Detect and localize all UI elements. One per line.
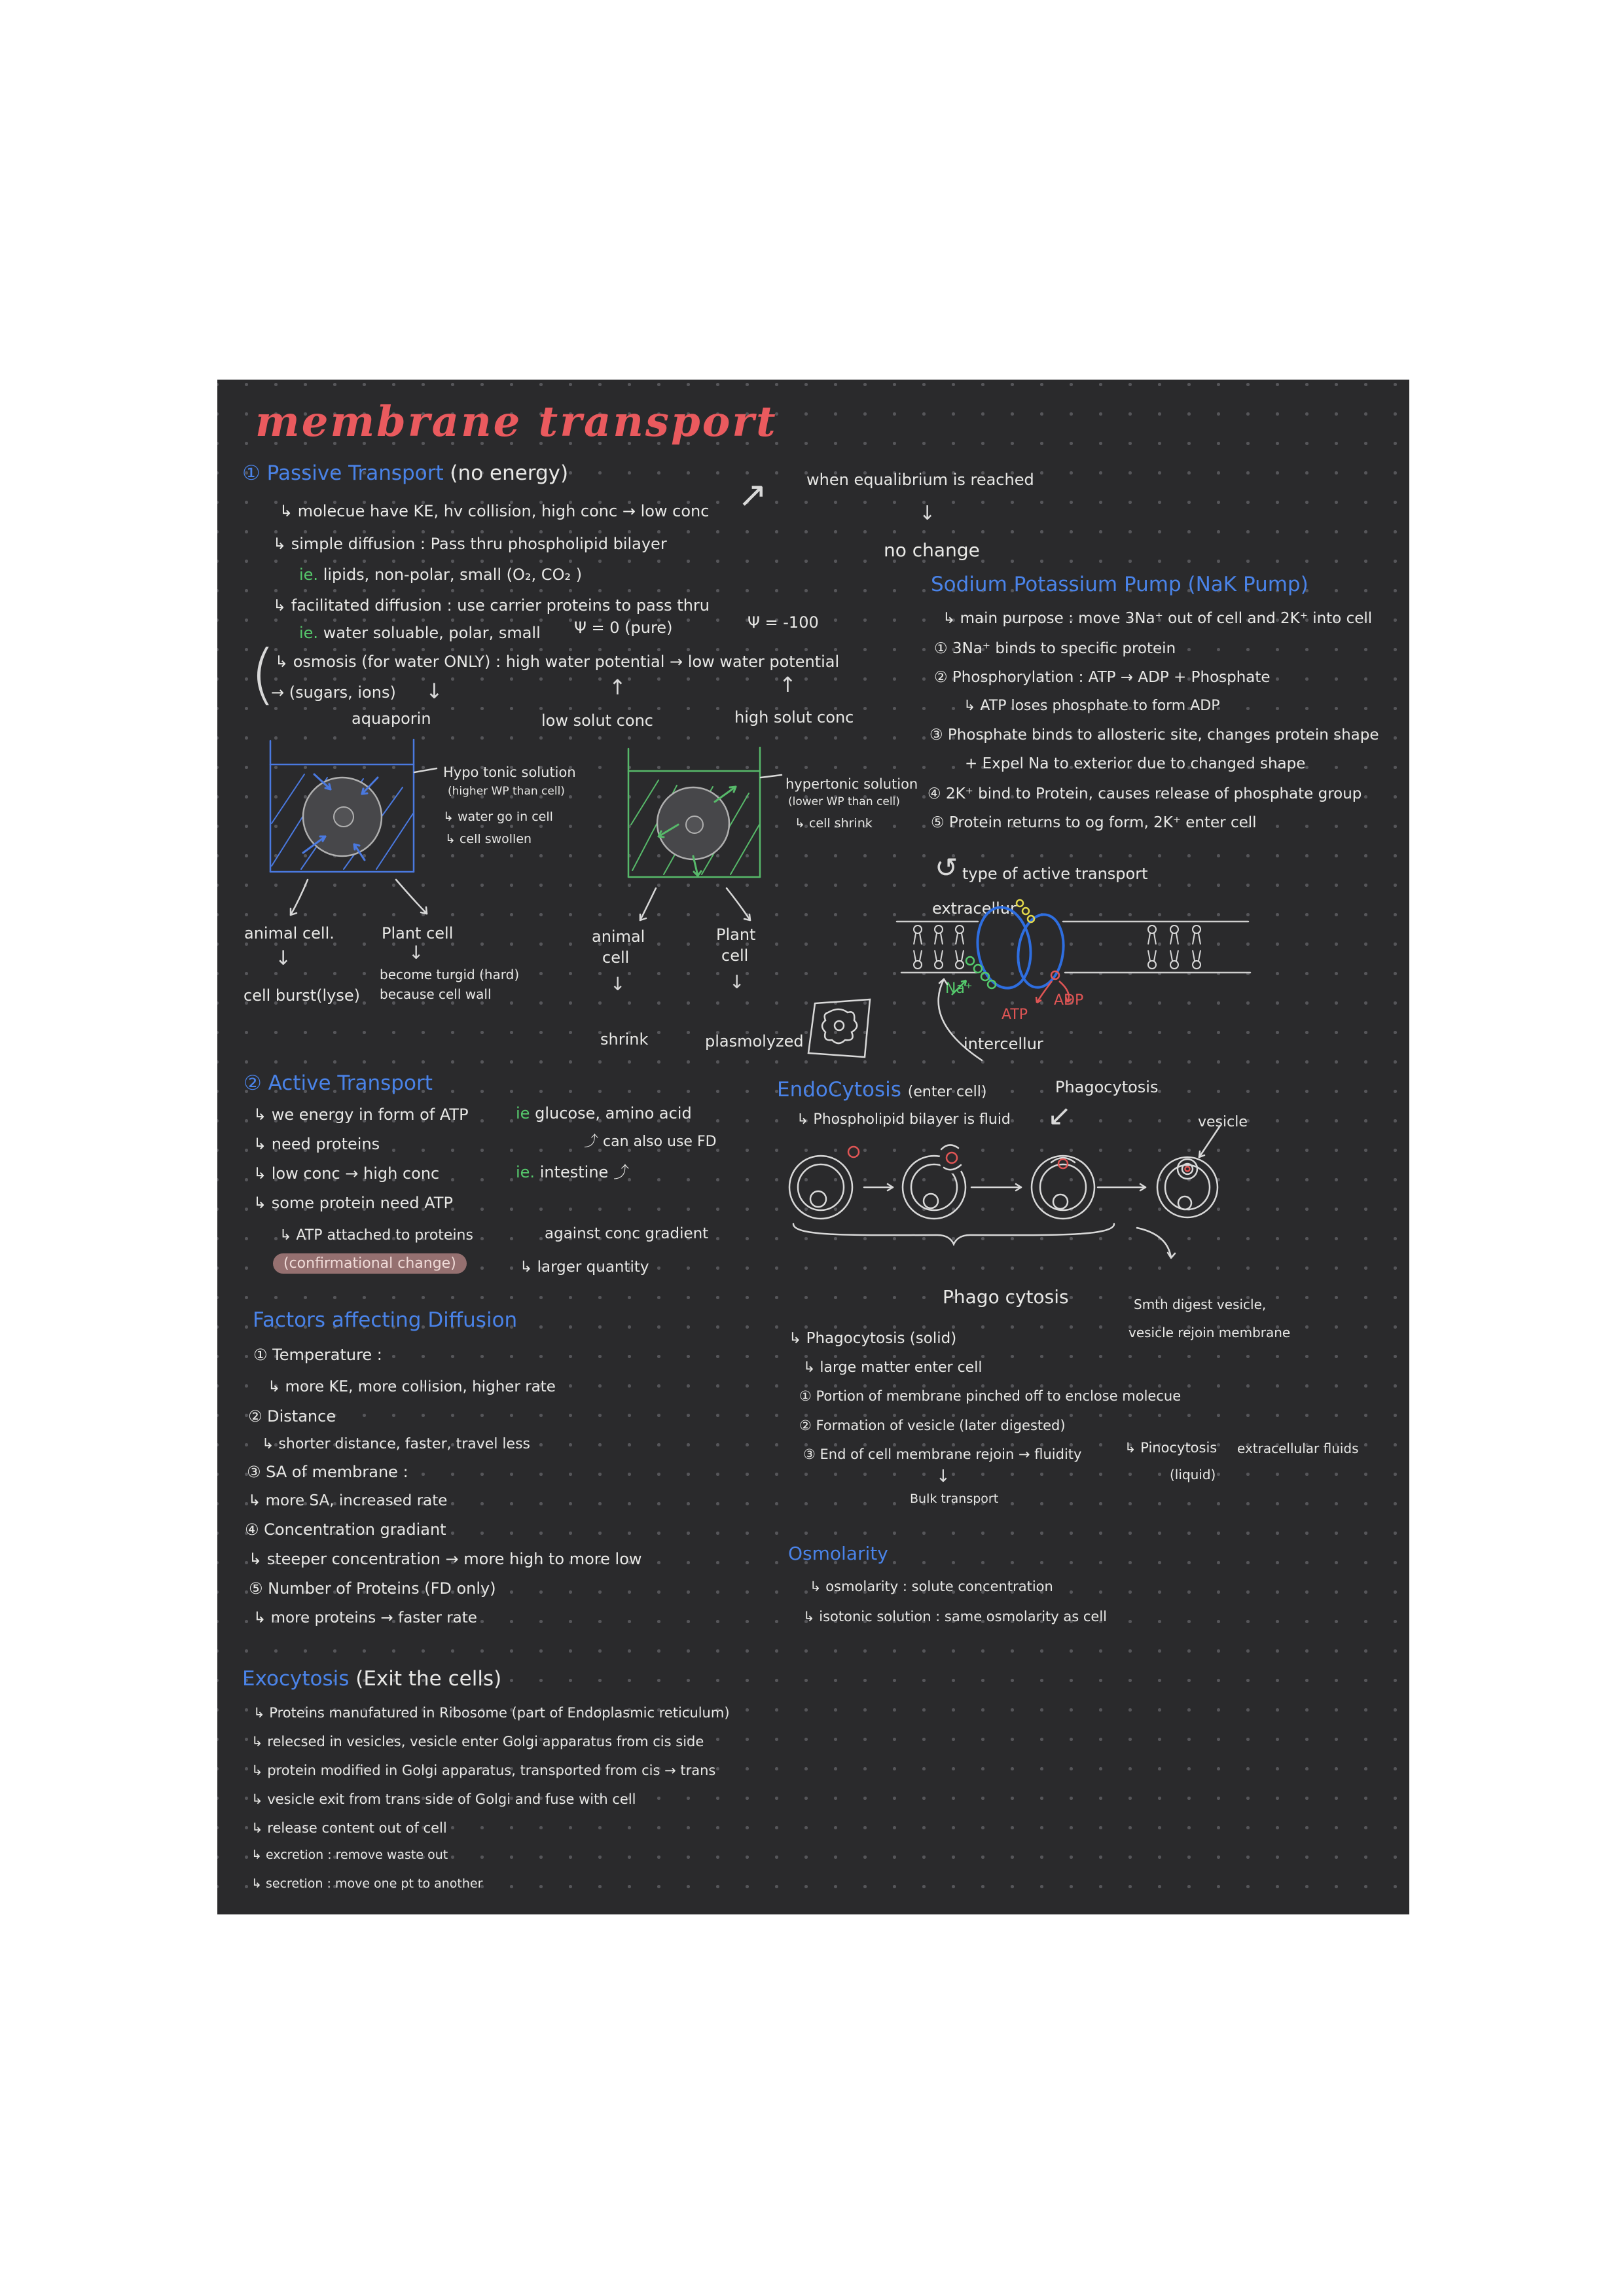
pinocytosis-liquid: (liquid) [1170, 1467, 1216, 1482]
equilibrium-arrow-icon: ↗ [738, 474, 768, 515]
page-title: membrane transport [255, 397, 778, 446]
high-solute-label: high solut conc [734, 708, 854, 726]
ie-marker: ie [516, 1104, 530, 1122]
curl-arrow-icon: ↺ [935, 852, 958, 884]
digest-note-2: vesicle rejoin membrane [1128, 1325, 1291, 1340]
factor-2-detail: ↳ shorter distance, faster, travel less [262, 1436, 531, 1452]
phagocytosis-title: Phagocytosis [1055, 1078, 1159, 1096]
check-arrow-icon: ↙ [1047, 1099, 1072, 1132]
phago-brace-label: Phago cytosis [943, 1286, 1069, 1308]
pump-step-5: ⑤ Protein returns to og form, 2K⁺ enter cell [931, 814, 1257, 831]
pinocytosis-label: ↳ Pinocytosis [1125, 1440, 1218, 1456]
digest-note-1: Smth digest vesicle, [1134, 1297, 1267, 1312]
factor-3-detail: ↳ more SA, increased rate [248, 1492, 448, 1509]
bulk-transport-label: Bulk transport [910, 1492, 999, 1506]
passive-line-3-text: lipids, non-polar, small (O₂, CO₂ ) [323, 565, 583, 584]
active-ie-1-text: glucose, amino acid [535, 1104, 692, 1122]
active-line-2: ↳ need proteins [253, 1135, 380, 1153]
active-heading: ② Active Transport [244, 1071, 433, 1095]
phago-line-3: ① Portion of membrane pinched off to enclose molecue [799, 1388, 1182, 1404]
factors-heading: Factors affecting Diffusion [253, 1308, 518, 1332]
phago-line-4: ② Formation of vesicle (later digested) [799, 1418, 1066, 1433]
pump-step-3b: + Expel Na to exterior due to changed shape [965, 755, 1306, 772]
pump-heading: Sodium Potassium Pump (NaK Pump) [931, 573, 1308, 596]
exo-line-5: ↳ release content out of cell [251, 1820, 447, 1836]
active-fd-note: ⤴ can also use FD [584, 1134, 717, 1150]
sugars-down-arrow-icon: ↓ [425, 679, 443, 704]
hyper-animal-result: shrink [600, 1030, 649, 1049]
osmolarity-line-1: ↳ osmolarity : solute concentration [810, 1579, 1053, 1594]
passive-line-3 [299, 566, 582, 584]
phospholipid-icons [914, 925, 1200, 969]
hypertonic-beaker-diagram [624, 746, 808, 884]
pump-step-3: ③ Phosphate binds to allosteric site, changes protein shape [929, 726, 1379, 744]
phagocytosis-sequence-diagram [780, 1100, 1238, 1293]
osmosis-brace: ( [250, 636, 276, 712]
hypotonic-label-4: ↳ cell swollen [445, 832, 532, 846]
sodium-potassium-pump-diagram [892, 895, 1271, 1072]
factor-1-detail: ↳ more KE, more collision, higher rate [268, 1378, 556, 1395]
hypotonic-label-1: Hypo tonic solution [443, 764, 576, 780]
ie-marker: ie. [516, 1163, 535, 1181]
hypo-plant-cell-label: Plant cell [382, 924, 454, 942]
type-of-active-transport: type of active transport [962, 865, 1148, 883]
exo-line-3: ↳ protein modified in Golgi apparatus, transported from cis → trans [251, 1763, 716, 1778]
ie-marker-2: ie. [299, 624, 319, 642]
hypertonic-label-2: (lower WP than cell) [788, 795, 900, 808]
nucleus-icon [334, 807, 353, 827]
hypotonic-label-3: ↳ water go in cell [443, 810, 553, 824]
adp-label: ADP [1054, 992, 1084, 1009]
sugars-line: → (sugars, ions) [271, 683, 396, 702]
hyper-plant-result: plasmolyzed [705, 1032, 804, 1050]
pump-purpose: ↳ main purpose : move 3Na⁺ out of cell and 2K⁺ into cell [943, 610, 1373, 627]
passive-heading-note: (no energy) [450, 461, 569, 485]
active-ie-2-text: intestine ⤴ [539, 1163, 629, 1181]
vesicle-label: vesicle [1198, 1114, 1248, 1130]
down-arrow-icon: ↓ [408, 942, 424, 963]
endocytosis-heading-note: (enter cell) [907, 1084, 987, 1100]
larger-quantity-note: ↳ larger quantity [520, 1259, 649, 1276]
factor-3: ③ SA of membrane : [247, 1463, 408, 1481]
nucleus-icon [686, 816, 703, 833]
exo-line-7: ↳ secretion : move one pt to another [251, 1876, 483, 1891]
factor-5: ⑤ Number of Proteins (FD only) [249, 1579, 496, 1598]
against-gradient-note: against conc gradient [545, 1225, 709, 1242]
passive-line-2: ↳ simple diffusion : Pass thru phospholipid bilayer [273, 535, 667, 553]
active-ie-2 [516, 1164, 629, 1182]
hypertonic-label-1: hypertonic solution [785, 776, 918, 792]
hyper-plant-cell-label: Plant [716, 925, 756, 944]
down-arrow-icon: ↓ [936, 1467, 950, 1486]
no-change-label: no change [884, 539, 980, 561]
hyper-plant-cell-label-2: cell [721, 946, 749, 965]
hyper-animal-cell-label-2: cell [602, 948, 630, 967]
factor-4-detail: ↳ steeper concentration → more high to more low [249, 1550, 642, 1568]
aquaporin-label: aquaporin [352, 709, 431, 728]
hypo-plant-result-1: become turgid (hard) [380, 967, 520, 982]
exocytosis-heading-label: Exocytosis [242, 1667, 350, 1691]
exo-line-6: ↳ excretion : remove waste out [251, 1848, 448, 1862]
factor-4: ④ Concentration gradiant [245, 1520, 446, 1539]
intracellular-label: intercellur [964, 1035, 1043, 1053]
active-line-1: ↳ we energy in form of ATP [253, 1105, 469, 1124]
sodium-ions-icon [952, 957, 996, 995]
osmosis-line: ↳ osmosis (for water ONLY) : high water potential → low water potential [275, 653, 840, 671]
note-page [217, 380, 1409, 1914]
factor-5-detail: ↳ more proteins → faster rate [253, 1609, 477, 1626]
pinocytosis-detail: extracellular fluids [1237, 1441, 1359, 1456]
active-line-4: ↳ some protein need ATP [253, 1194, 453, 1212]
label-leader-line [761, 775, 782, 778]
atp-label: ATP [1001, 1007, 1028, 1023]
plasmolyzed-cell-diagram [803, 998, 878, 1064]
endocytosis-heading [777, 1079, 986, 1102]
hypertonic-result-arrows [622, 885, 792, 928]
equilibrium-line: when equalibrium is reached [806, 471, 1034, 489]
down-arrow-icon: ↓ [729, 971, 745, 993]
passive-line-5 [299, 624, 541, 643]
active-ie-1 [516, 1105, 692, 1123]
sodium-label: Na⁺ [945, 980, 973, 997]
conformational-change-highlight [273, 1255, 467, 1272]
osmolarity-heading: Osmolarity [788, 1543, 888, 1564]
hypo-animal-result: cell burst(lyse) [244, 986, 361, 1005]
water-potential-negative: Ψ = -100 [748, 613, 819, 632]
hypotonic-label-2: (higher WP than cell) [448, 785, 565, 798]
passive-heading [242, 462, 568, 486]
factor-2: ② Distance [248, 1407, 336, 1426]
up-arrow-icon: ↑ [779, 672, 797, 697]
hyper-animal-cell-label: animal [592, 927, 645, 946]
extracellular-label: extracellur [932, 899, 1017, 918]
passive-line-1: ↳ molecue have KE, hv collision, high conc → low conc [280, 502, 710, 520]
passive-line-5-text: water soluable, polar, small [323, 624, 541, 642]
hypotonic-result-arrows [268, 876, 465, 923]
highlight-pill: (confirmational change) [273, 1253, 467, 1274]
exocytosis-heading-note: (Exit the cells) [355, 1667, 502, 1691]
down-arrow-icon: ↓ [919, 502, 936, 525]
passive-line-4: ↳ facilitated diffusion : use carrier proteins to pass thru [273, 596, 710, 615]
label-leader-line [414, 768, 437, 772]
pump-step-1: ① 3Na⁺ binds to specific protein [934, 640, 1176, 657]
passive-heading-label: ① Passive Transport [242, 461, 444, 485]
endo-line-1: ↳ Phospholipid bilayer is fluid [797, 1111, 1011, 1128]
low-solute-label: low solut conc [541, 711, 653, 730]
exo-line-1: ↳ Proteins manufatured in Ribosome (part of Endoplasmic reticulum) [253, 1705, 730, 1721]
pump-step-2: ② Phosphorylation : ATP → ADP + Phosphate [934, 669, 1271, 686]
hypo-animal-cell-label: animal cell. [244, 924, 334, 942]
down-arrow-icon: ↓ [275, 947, 292, 970]
exocytosis-heading [242, 1668, 501, 1691]
hypertonic-label-3: ↳ cell shrink [795, 816, 873, 831]
exo-line-4: ↳ vesicle exit from trans side of Golgi and fuse with cell [251, 1791, 636, 1807]
water-potential-pure: Ψ = 0 (pure) [574, 619, 673, 637]
osmolarity-line-2: ↳ isotonic solution : same osmolarity as cell [803, 1609, 1108, 1624]
hypo-plant-result-2: because cell wall [380, 986, 492, 1002]
ie-marker: ie. [299, 565, 319, 584]
pump-step-2b: ↳ ATP loses phosphate to form ADP [964, 698, 1220, 714]
down-arrow-icon: ↓ [610, 973, 626, 995]
exo-line-2: ↳ relecsed in vesicles, vesicle enter Golgi apparatus from cis side [251, 1734, 704, 1749]
phago-line-1: ↳ Phagocytosis (solid) [789, 1330, 957, 1347]
phago-line-2: ↳ large matter enter cell [803, 1359, 983, 1376]
factor-1: ① Temperature : [253, 1346, 382, 1364]
active-line-5: ↳ ATP attached to proteins [280, 1227, 473, 1244]
hypotonic-beaker-diagram [265, 738, 461, 879]
up-arrow-icon: ↑ [609, 675, 626, 700]
active-line-3: ↳ low conc → high conc [253, 1164, 440, 1183]
endocytosis-heading-label: EndoCytosis [777, 1078, 901, 1102]
pump-step-4: ④ 2K⁺ bind to Protein, causes release of phosphate group [928, 785, 1362, 802]
phago-line-5: ③ End of cell membrane rejoin → fluidity [803, 1446, 1082, 1462]
intracellular-pointer-icon [939, 979, 982, 1060]
